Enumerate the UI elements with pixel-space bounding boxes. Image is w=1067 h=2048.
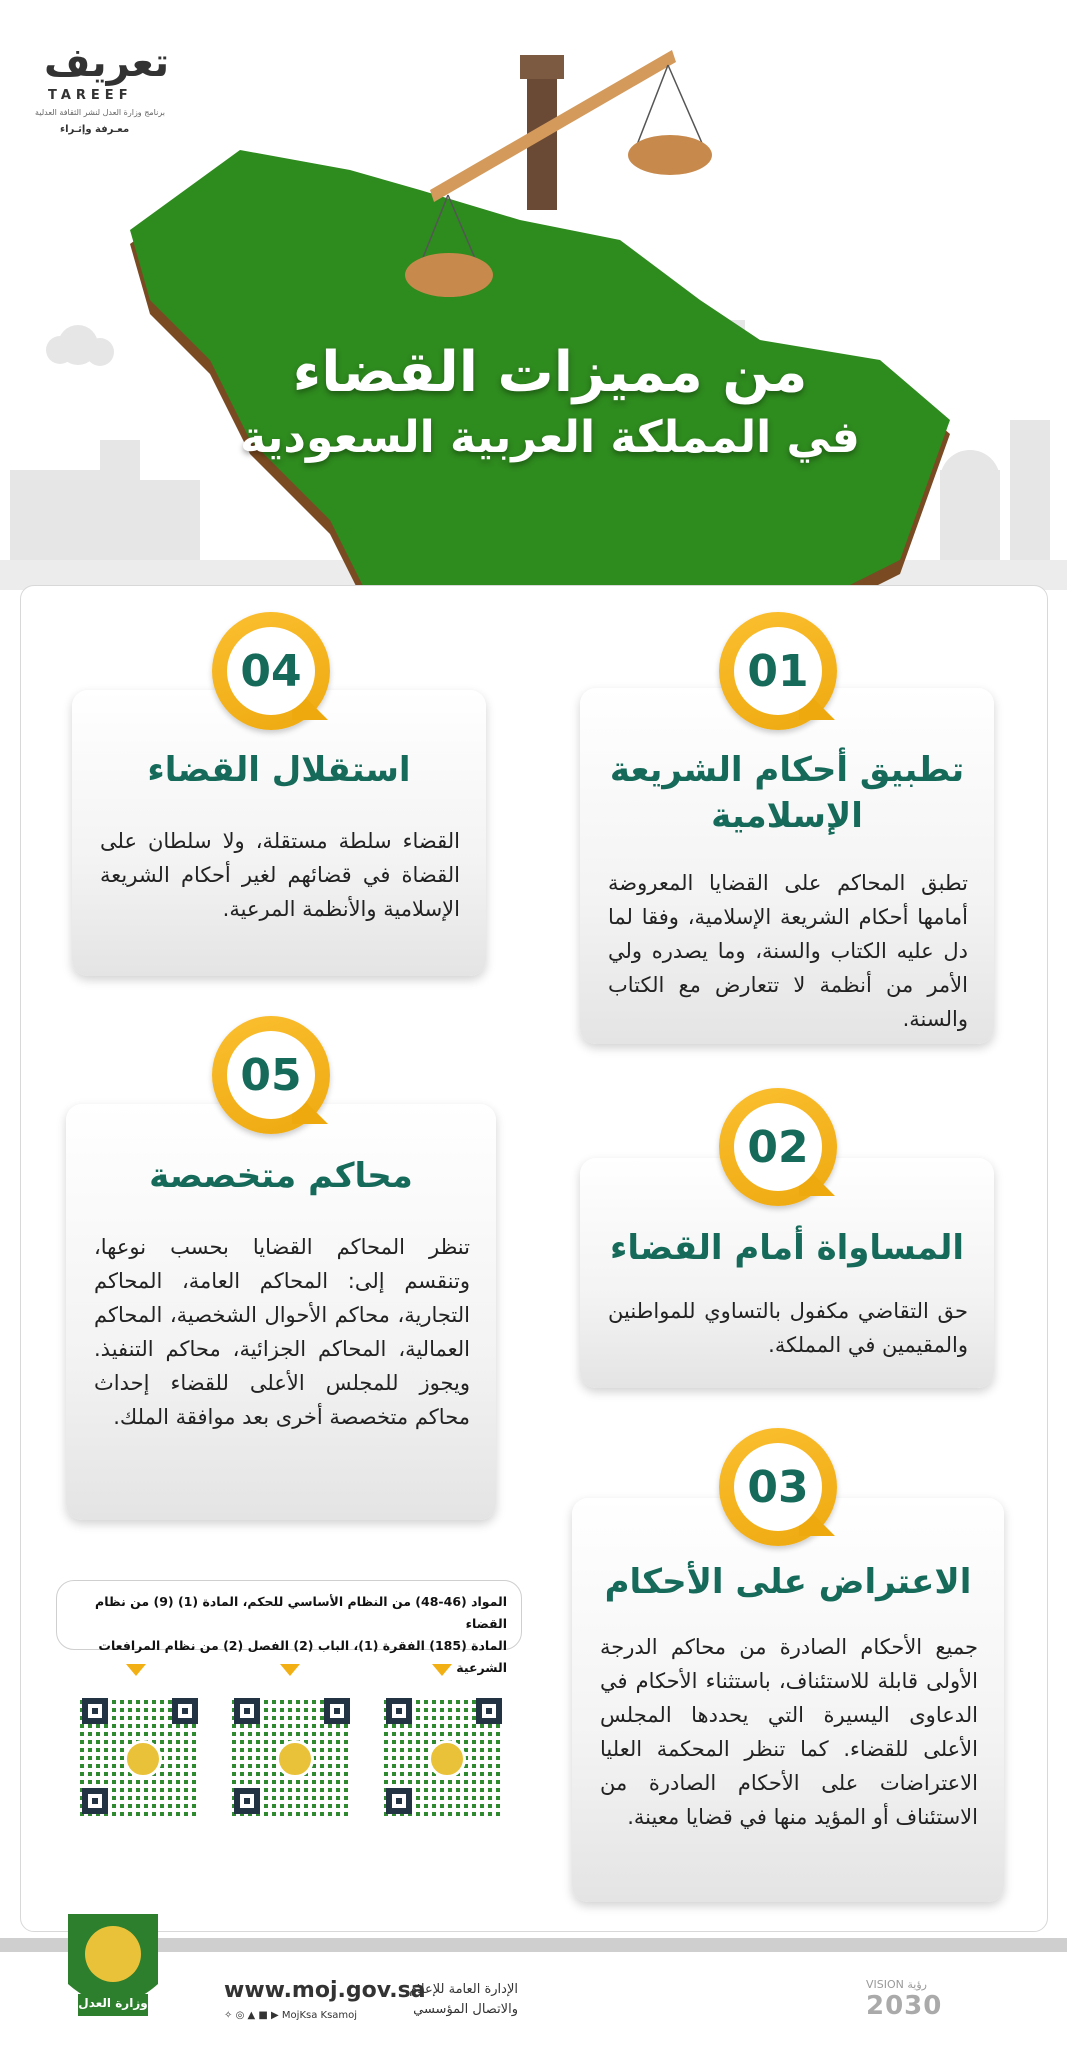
social-handles [224,2010,357,2021]
qr-code[interactable] [384,1696,504,1816]
page-subtitle: في المملكة العربية السعودية [240,412,860,463]
instagram-icon: ◎ [235,2010,245,2021]
reference-line: المادة (185) الفقرة (1)، الباب (2) الفصل (2) من نظام المرافعات الشرعية [98,1638,507,1675]
hero-illustration [0,0,1067,620]
feature-body: جميع الأحكام الصادرة من محاكم الدرجة الأولى قابلة للاستئناف، باستثناء الأحكام في الدعاوى اليسيرة التي يحددها المجلس الأعلى للقضاء. كما تنظر المحكمة العليا الاعتراضات على الأحكام الصادرة من الاستئناف أو المؤيد منها في قضايا معينة. [600,1635,978,1829]
chevron-down-icon [432,1664,452,1676]
feature-card-01 [580,688,994,1044]
page-title: من مميزات القضاء [292,340,808,405]
tareef-logo-tagline: برنامج وزارة العدل لنشر الثقافة العدلية [35,108,165,117]
chevron-down-icon [280,1664,300,1676]
feature-title: استقلال القضاء [147,750,411,790]
feature-card-05 [66,1104,496,1520]
feature-body: تنظر المحاكم القضايا بحسب نوعها، وتنقسم إلى: المحاكم العامة، المحاكم التجارية، محاكم الأحوال الشخصية، المحاكم العمالية، المحاكم الجزائية، محاكم التنفيذ. ويجوز للمجلس الأعلى للقضاء إحداث محاكم متخصصة أخرى بعد موافقة الملك. [94,1235,470,1429]
vision-2030-logo [866,1978,942,2021]
youtube-icon: ▶ [271,2010,279,2021]
website-link[interactable]: www.moj.gov.sa [224,1978,426,2003]
qr-code[interactable] [232,1696,352,1816]
feature-card-03 [572,1498,1004,1902]
number-badge-02: 02 [719,1088,837,1206]
number-badge-01: 01 [719,612,837,730]
feature-body: تطبق المحاكم على القضايا المعروضة أمامها أحكام الشريعة الإسلامية، وفقا لما دل عليه الكتاب والسنة، وما يصدره ولي الأمر من أنظمة لا تتعارض مع الكتاب والسنة. [608,871,968,1031]
reference-line: المواد (46-48) من النظام الأساسي للحكم، المادة (1) (9) من نظام القضاء [95,1594,507,1631]
feature-body: القضاء سلطة مستقلة، ولا سلطان على القضاة في قضائهم لغير أحكام الشريعة الإسلامية والأنظمة المرعية. [100,829,460,921]
feature-title: تطبيق أحكام الشريعة الإسلامية [609,750,965,836]
feature-title: محاكم متخصصة [149,1156,413,1196]
vision-label: VISION رؤية [866,1978,927,1991]
vision-year: 2030 [866,1991,943,2021]
feature-card-04 [72,690,486,976]
snapchat-icon: ▲ [247,2010,256,2021]
feature-body: حق التقاضي مكفول بالتساوي للمواطنين والمقيمين في المملكة. [608,1299,968,1357]
number-badge-05: 05 [212,1016,330,1134]
feature-title: المساواة أمام القضاء [609,1228,965,1268]
tareef-logo-english: TAREEF [48,88,133,103]
feature-title: الاعتراض على الأحكام [604,1562,972,1602]
number-badge-03: 03 [719,1428,837,1546]
linkedin-icon: ■ [258,2010,268,2021]
department-name: الإدارة العامة للإعلام والاتصال المؤسسي [409,1982,518,2017]
tareef-logo-subtitle: معـرفة وإثـراء [60,124,130,135]
social-handle-text: MojKsa Ksamoj [281,2010,358,2021]
number-badge-04: 04 [212,612,330,730]
references-box [56,1580,522,1675]
qr-code[interactable] [80,1696,200,1816]
tareef-logo-arabic: تعريف [44,40,170,86]
ministry-name: وزارة العدل [78,1996,148,2010]
chevron-down-icon [126,1664,146,1676]
twitter-icon: ✧ [224,2010,233,2021]
